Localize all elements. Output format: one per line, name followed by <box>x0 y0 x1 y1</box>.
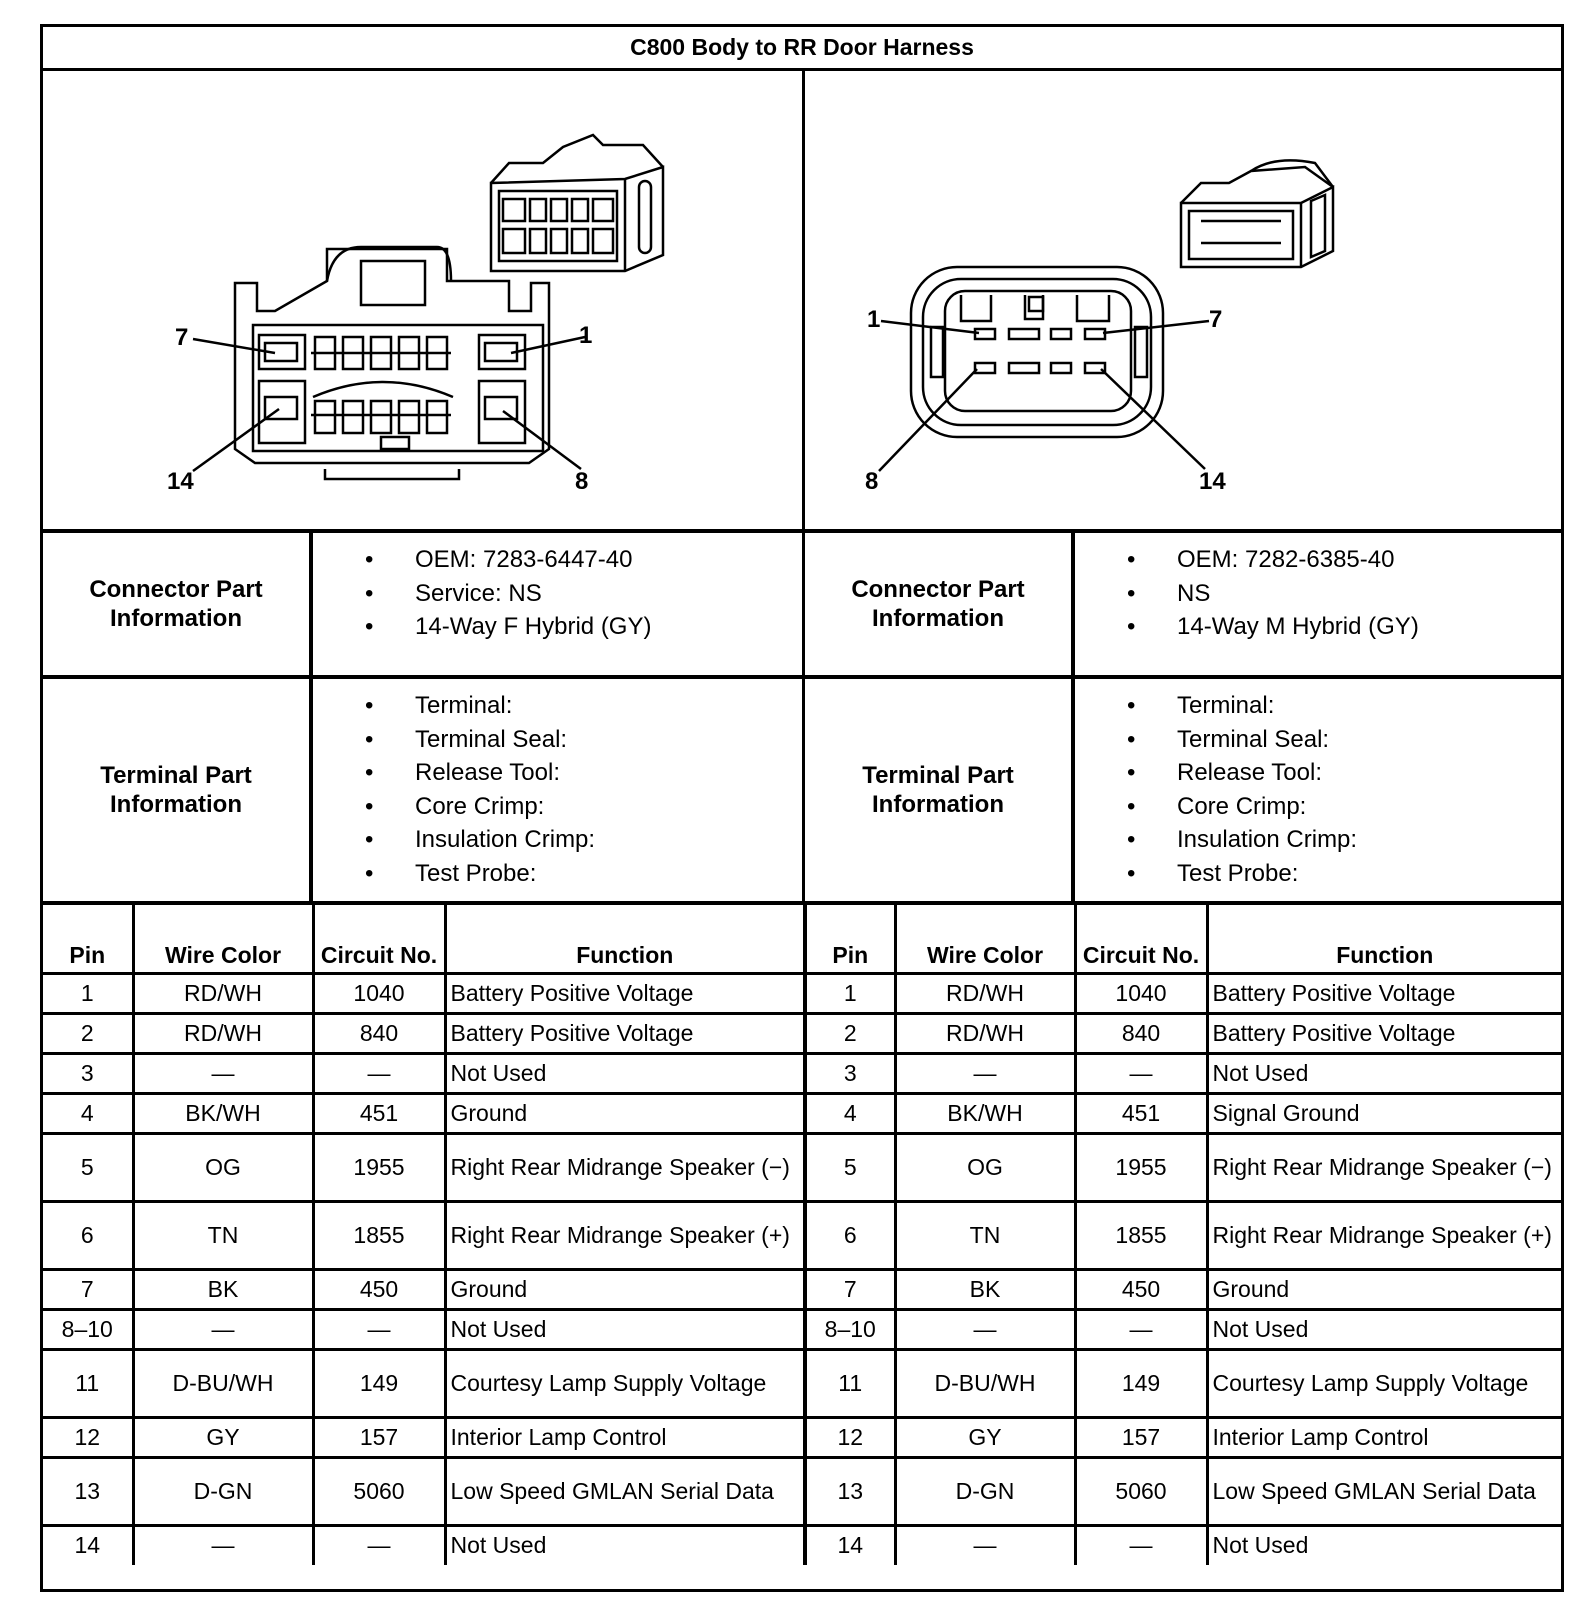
list-item: • OEM: 7282-6385-40 <box>1075 543 1561 577</box>
cell-pin: 5 <box>805 1133 895 1201</box>
cell-pin: 14 <box>805 1525 895 1565</box>
cell-pin: 1 <box>805 973 895 1013</box>
callout-pin-1: 1 <box>579 322 593 349</box>
cell-pin: 4 <box>805 1093 895 1133</box>
female-connector-illustration <box>43 71 802 529</box>
callout-pin-7: 7 <box>1209 306 1223 333</box>
cell-circuit-no: 450 <box>1075 1269 1207 1309</box>
list-item: • Terminal: <box>1075 689 1561 723</box>
cell-circuit-no: — <box>313 1525 445 1565</box>
cell-function: Ground <box>445 1093 805 1133</box>
right-connector-part-label: Connector Part Information <box>805 533 1075 675</box>
cell-function: Right Rear Midrange Speaker (−) <box>1207 1133 1561 1201</box>
cell-function: Not Used <box>1207 1525 1561 1565</box>
header-wire-color: Wire Color <box>895 905 1075 973</box>
harness-sheet <box>40 24 1564 1592</box>
cell-function: Not Used <box>445 1309 805 1349</box>
list-item: • Core Crimp: <box>1075 790 1561 824</box>
cell-function: Ground <box>1207 1269 1561 1309</box>
cell-pin: 7 <box>43 1269 133 1309</box>
connector-part-row <box>43 533 1561 679</box>
cell-function: Battery Positive Voltage <box>1207 973 1561 1013</box>
list-item: • NS <box>1075 577 1561 611</box>
male-connector-illustration <box>805 71 1561 529</box>
callout-pin-7: 7 <box>175 324 189 351</box>
cell-circuit-no: 840 <box>313 1013 445 1053</box>
cell-function: Not Used <box>445 1053 805 1093</box>
cell-wire-color: D-BU/WH <box>895 1349 1075 1417</box>
cell-pin: 13 <box>805 1457 895 1525</box>
right-connector-drawing <box>805 71 1561 533</box>
table-row <box>43 1349 1561 1417</box>
list-item: • Release Tool: <box>1075 756 1561 790</box>
cell-circuit-no: 1855 <box>313 1201 445 1269</box>
header-pin: Pin <box>805 905 895 973</box>
cell-pin: 8–10 <box>805 1309 895 1349</box>
header-function: Function <box>1207 905 1561 973</box>
callout-pin-8: 8 <box>575 468 589 495</box>
cell-pin: 2 <box>805 1013 895 1053</box>
cell-pin: 6 <box>43 1201 133 1269</box>
table-row <box>43 973 1561 1013</box>
cell-wire-color: D-GN <box>133 1457 313 1525</box>
left-connector-part-label: Connector Part Information <box>43 533 313 675</box>
list-item: • Insulation Crimp: <box>313 823 802 857</box>
cell-wire-color: — <box>895 1309 1075 1349</box>
list-item: • Terminal Seal: <box>313 723 802 757</box>
cell-circuit-no: 149 <box>313 1349 445 1417</box>
pin-table <box>43 905 1561 1565</box>
table-row <box>43 1093 1561 1133</box>
header-function: Function <box>445 905 805 973</box>
cell-pin: 3 <box>805 1053 895 1093</box>
list-item: • Service: NS <box>313 577 802 611</box>
left-connector-part-values <box>313 533 805 675</box>
cell-circuit-no: 1040 <box>1075 973 1207 1013</box>
cell-wire-color: RD/WH <box>895 1013 1075 1053</box>
cell-function: Battery Positive Voltage <box>445 1013 805 1053</box>
cell-circuit-no: — <box>313 1309 445 1349</box>
callout-pin-14: 14 <box>167 468 194 495</box>
right-connector-part-values <box>1075 533 1561 675</box>
cell-pin: 5 <box>43 1133 133 1201</box>
sheet-title: C800 Body to RR Door Harness <box>43 27 1561 71</box>
list-item: • Test Probe: <box>1075 857 1561 891</box>
cell-circuit-no: 1955 <box>313 1133 445 1201</box>
left-terminal-part-values <box>313 679 805 901</box>
cell-pin: 13 <box>43 1457 133 1525</box>
cell-pin: 14 <box>43 1525 133 1565</box>
list-item: • 14-Way F Hybrid (GY) <box>313 610 802 644</box>
header-circuit-no: Circuit No. <box>1075 905 1207 973</box>
cell-function: Battery Positive Voltage <box>1207 1013 1561 1053</box>
callout-pin-8: 8 <box>865 468 879 495</box>
header-wire-color: Wire Color <box>133 905 313 973</box>
cell-function: Courtesy Lamp Supply Voltage <box>1207 1349 1561 1417</box>
cell-circuit-no: 157 <box>1075 1417 1207 1457</box>
cell-circuit-no: — <box>1075 1309 1207 1349</box>
cell-circuit-no: 157 <box>313 1417 445 1457</box>
cell-pin: 7 <box>805 1269 895 1309</box>
cell-wire-color: — <box>133 1525 313 1565</box>
table-row <box>43 1525 1561 1565</box>
list-item: • Test Probe: <box>313 857 802 891</box>
cell-function: Not Used <box>1207 1053 1561 1093</box>
cell-circuit-no: 1855 <box>1075 1201 1207 1269</box>
cell-wire-color: — <box>895 1525 1075 1565</box>
cell-circuit-no: — <box>1075 1053 1207 1093</box>
cell-circuit-no: — <box>1075 1525 1207 1565</box>
cell-circuit-no: 451 <box>313 1093 445 1133</box>
cell-wire-color: — <box>895 1053 1075 1093</box>
cell-wire-color: RD/WH <box>895 973 1075 1013</box>
cell-circuit-no: 5060 <box>1075 1457 1207 1525</box>
table-header-row <box>43 905 1561 973</box>
table-row <box>43 1309 1561 1349</box>
cell-wire-color: BK/WH <box>133 1093 313 1133</box>
cell-wire-color: GY <box>133 1417 313 1457</box>
cell-pin: 2 <box>43 1013 133 1053</box>
table-row <box>43 1013 1561 1053</box>
cell-circuit-no: 840 <box>1075 1013 1207 1053</box>
cell-function: Battery Positive Voltage <box>445 973 805 1013</box>
cell-pin: 6 <box>805 1201 895 1269</box>
cell-pin: 1 <box>43 973 133 1013</box>
header-circuit-no: Circuit No. <box>313 905 445 973</box>
cell-function: Interior Lamp Control <box>445 1417 805 1457</box>
table-row <box>43 1457 1561 1525</box>
cell-wire-color: D-BU/WH <box>133 1349 313 1417</box>
cell-function: Not Used <box>445 1525 805 1565</box>
cell-pin: 3 <box>43 1053 133 1093</box>
list-item: • Core Crimp: <box>313 790 802 824</box>
cell-pin: 11 <box>805 1349 895 1417</box>
cell-pin: 12 <box>43 1417 133 1457</box>
cell-pin: 11 <box>43 1349 133 1417</box>
cell-wire-color: — <box>133 1053 313 1093</box>
cell-wire-color: RD/WH <box>133 973 313 1013</box>
cell-wire-color: RD/WH <box>133 1013 313 1053</box>
cell-function: Low Speed GMLAN Serial Data <box>1207 1457 1561 1525</box>
table-row <box>43 1201 1561 1269</box>
list-item: • OEM: 7283-6447-40 <box>313 543 802 577</box>
cell-function: Low Speed GMLAN Serial Data <box>445 1457 805 1525</box>
right-terminal-part-label: Terminal Part Information <box>805 679 1075 901</box>
list-item: • Terminal Seal: <box>1075 723 1561 757</box>
cell-function: Right Rear Midrange Speaker (+) <box>1207 1201 1561 1269</box>
cell-wire-color: TN <box>133 1201 313 1269</box>
cell-function: Ground <box>445 1269 805 1309</box>
cell-wire-color: TN <box>895 1201 1075 1269</box>
cell-wire-color: BK/WH <box>895 1093 1075 1133</box>
cell-pin: 4 <box>43 1093 133 1133</box>
list-item: • Insulation Crimp: <box>1075 823 1561 857</box>
cell-circuit-no: 451 <box>1075 1093 1207 1133</box>
list-item: • Terminal: <box>313 689 802 723</box>
cell-function: Right Rear Midrange Speaker (+) <box>445 1201 805 1269</box>
callout-pin-14: 14 <box>1199 468 1226 495</box>
cell-function: Not Used <box>1207 1309 1561 1349</box>
left-terminal-part-label: Terminal Part Information <box>43 679 313 901</box>
cell-wire-color: D-GN <box>895 1457 1075 1525</box>
header-pin: Pin <box>43 905 133 973</box>
cell-pin: 8–10 <box>43 1309 133 1349</box>
pin-table-body <box>43 973 1561 1565</box>
cell-wire-color: GY <box>895 1417 1075 1457</box>
cell-circuit-no: — <box>313 1053 445 1093</box>
cell-pin: 12 <box>805 1417 895 1457</box>
list-item: • Release Tool: <box>313 756 802 790</box>
terminal-part-row <box>43 679 1561 905</box>
right-terminal-part-values <box>1075 679 1561 901</box>
cell-circuit-no: 450 <box>313 1269 445 1309</box>
cell-circuit-no: 1040 <box>313 973 445 1013</box>
cell-function: Interior Lamp Control <box>1207 1417 1561 1457</box>
cell-wire-color: OG <box>895 1133 1075 1201</box>
table-row <box>43 1269 1561 1309</box>
cell-wire-color: BK <box>133 1269 313 1309</box>
cell-circuit-no: 1955 <box>1075 1133 1207 1201</box>
cell-function: Right Rear Midrange Speaker (−) <box>445 1133 805 1201</box>
table-row <box>43 1417 1561 1457</box>
cell-wire-color: — <box>133 1309 313 1349</box>
cell-wire-color: OG <box>133 1133 313 1201</box>
cell-circuit-no: 5060 <box>313 1457 445 1525</box>
list-item: • 14-Way M Hybrid (GY) <box>1075 610 1561 644</box>
table-row <box>43 1133 1561 1201</box>
table-row <box>43 1053 1561 1093</box>
cell-wire-color: BK <box>895 1269 1075 1309</box>
cell-function: Courtesy Lamp Supply Voltage <box>445 1349 805 1417</box>
cell-function: Signal Ground <box>1207 1093 1561 1133</box>
callout-pin-1: 1 <box>867 306 881 333</box>
cell-circuit-no: 149 <box>1075 1349 1207 1417</box>
left-connector-drawing <box>43 71 805 533</box>
